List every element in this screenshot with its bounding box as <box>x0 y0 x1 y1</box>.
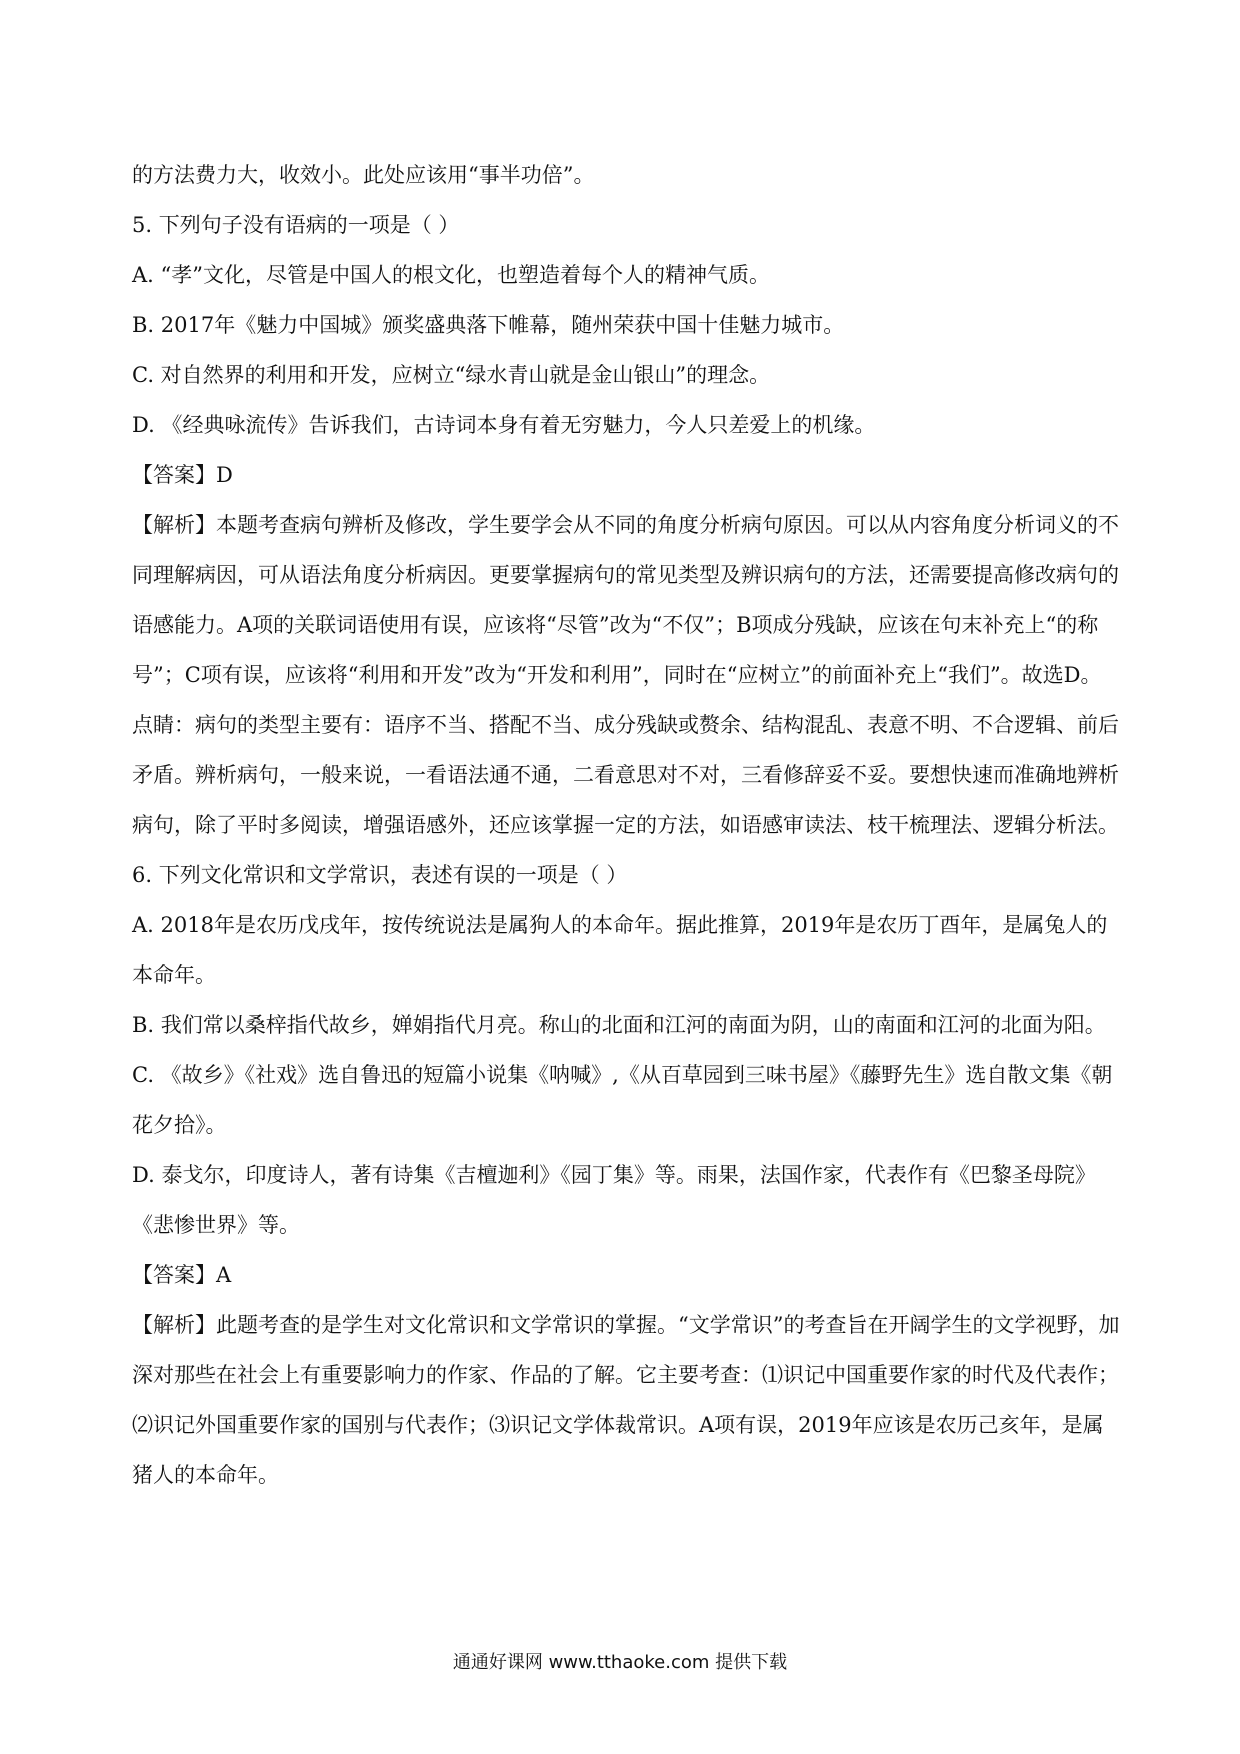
question-5-option-b: B. 2017年《魅力中国城》颁奖盛典落下帷幕，随州荣获中国十佳魅力城市。 <box>132 313 845 337</box>
question-6-option-a: A. 2018年是农历戊戌年，按传统说法是属狗人的本命年。据此推算，2019年是农历丁酉年，是属兔人的本命年。 <box>132 913 1108 987</box>
question-6-analysis: 【解析】此题考查的是学生对文化常识和文学常识的掌握。“文学常识”的考查旨在开阔学生的文学视野，加深对那些在社会上有重要影响力的作家、作品的了解。它主要考查：⑴识记中国重要作家的时代及代表作；⑵识记外国重要作家的国别与代表作；⑶识记文学体裁常识。A项有误，2019年应该是农历己亥年，是属猪人的本命年。 <box>132 1313 1120 1487</box>
question-5-tip: 点睛：病句的类型主要有：语序不当、搭配不当、成分残缺或赘余、结构混乱、表意不明、不合逻辑、前后矛盾。辨析病句，一般来说，一看语法通不通，二看意思对不对，三看修辞妥不妥。要想快速而准确地辨析病句，除了平时多阅读，增强语感外，还应该掌握一定的方法，如语感审读法、枝干梳理法、逻辑分析法。 <box>132 713 1119 837</box>
paragraph-continuation: 的方法费力大，收效小。此处应该用“事半功倍”。 <box>132 163 595 187</box>
question-6-answer: 【答案】A <box>132 1263 232 1287</box>
question-5-analysis: 【解析】本题考查病句辨析及修改，学生要学会从不同的角度分析病句原因。可以从内容角度分析词义的不同理解病因，可从语法角度分析病因。更要掌握病句的常见类型及辨识病句的方法，还需要提高修改病句的语感能力。A项的关联词语使用有误，应该将“尽管”改为“不仅”；B项成分残缺，应该在句末补充上“的称号”；C项有误，应该将“利用和开发”改为“开发和利用”，同时在“应树立”的前面补充上“我们”。故选D。 <box>132 513 1119 687</box>
question-5-answer: 【答案】D <box>132 463 233 487</box>
question-6-option-b: B. 我们常以桑梓指代故乡，婵娟指代月亮。称山的北面和江河的南面为阴，山的南面和江河的北面为阳。 <box>132 1013 1106 1037</box>
question-5-option-a: A. “孝”文化，尽管是中国人的根文化，也塑造着每个人的精神气质。 <box>132 263 770 287</box>
document-body <box>132 150 1122 1500</box>
question-6-stem: 6. 下列文化常识和文学常识，表述有误的一项是（ ） <box>132 863 628 887</box>
page-footer: 通通好课网 www.tthaoke.com 提供下载 <box>452 1652 788 1673</box>
question-6-option-c: C. 《故乡》《社戏》选自鲁迅的短篇小说集《呐喊》,《从百草园到三味书屋》《藤野先生》选自散文集《朝花夕拾》。 <box>132 1063 1113 1137</box>
question-5-option-c: C. 对自然界的利用和开发，应树立“绿水青山就是金山银山”的理念。 <box>132 363 771 387</box>
question-5-stem: 5. 下列句子没有语病的一项是（ ） <box>132 213 460 237</box>
question-5-option-d: D. 《经典咏流传》告诉我们，古诗词本身有着无穷魅力，今人只差爱上的机缘。 <box>132 413 876 437</box>
question-6-option-d: D. 泰戈尔，印度诗人，著有诗集《吉檀迦利》《园丁集》等。雨果，法国作家，代表作有《巴黎圣母院》《悲惨世界》等。 <box>132 1163 1096 1237</box>
